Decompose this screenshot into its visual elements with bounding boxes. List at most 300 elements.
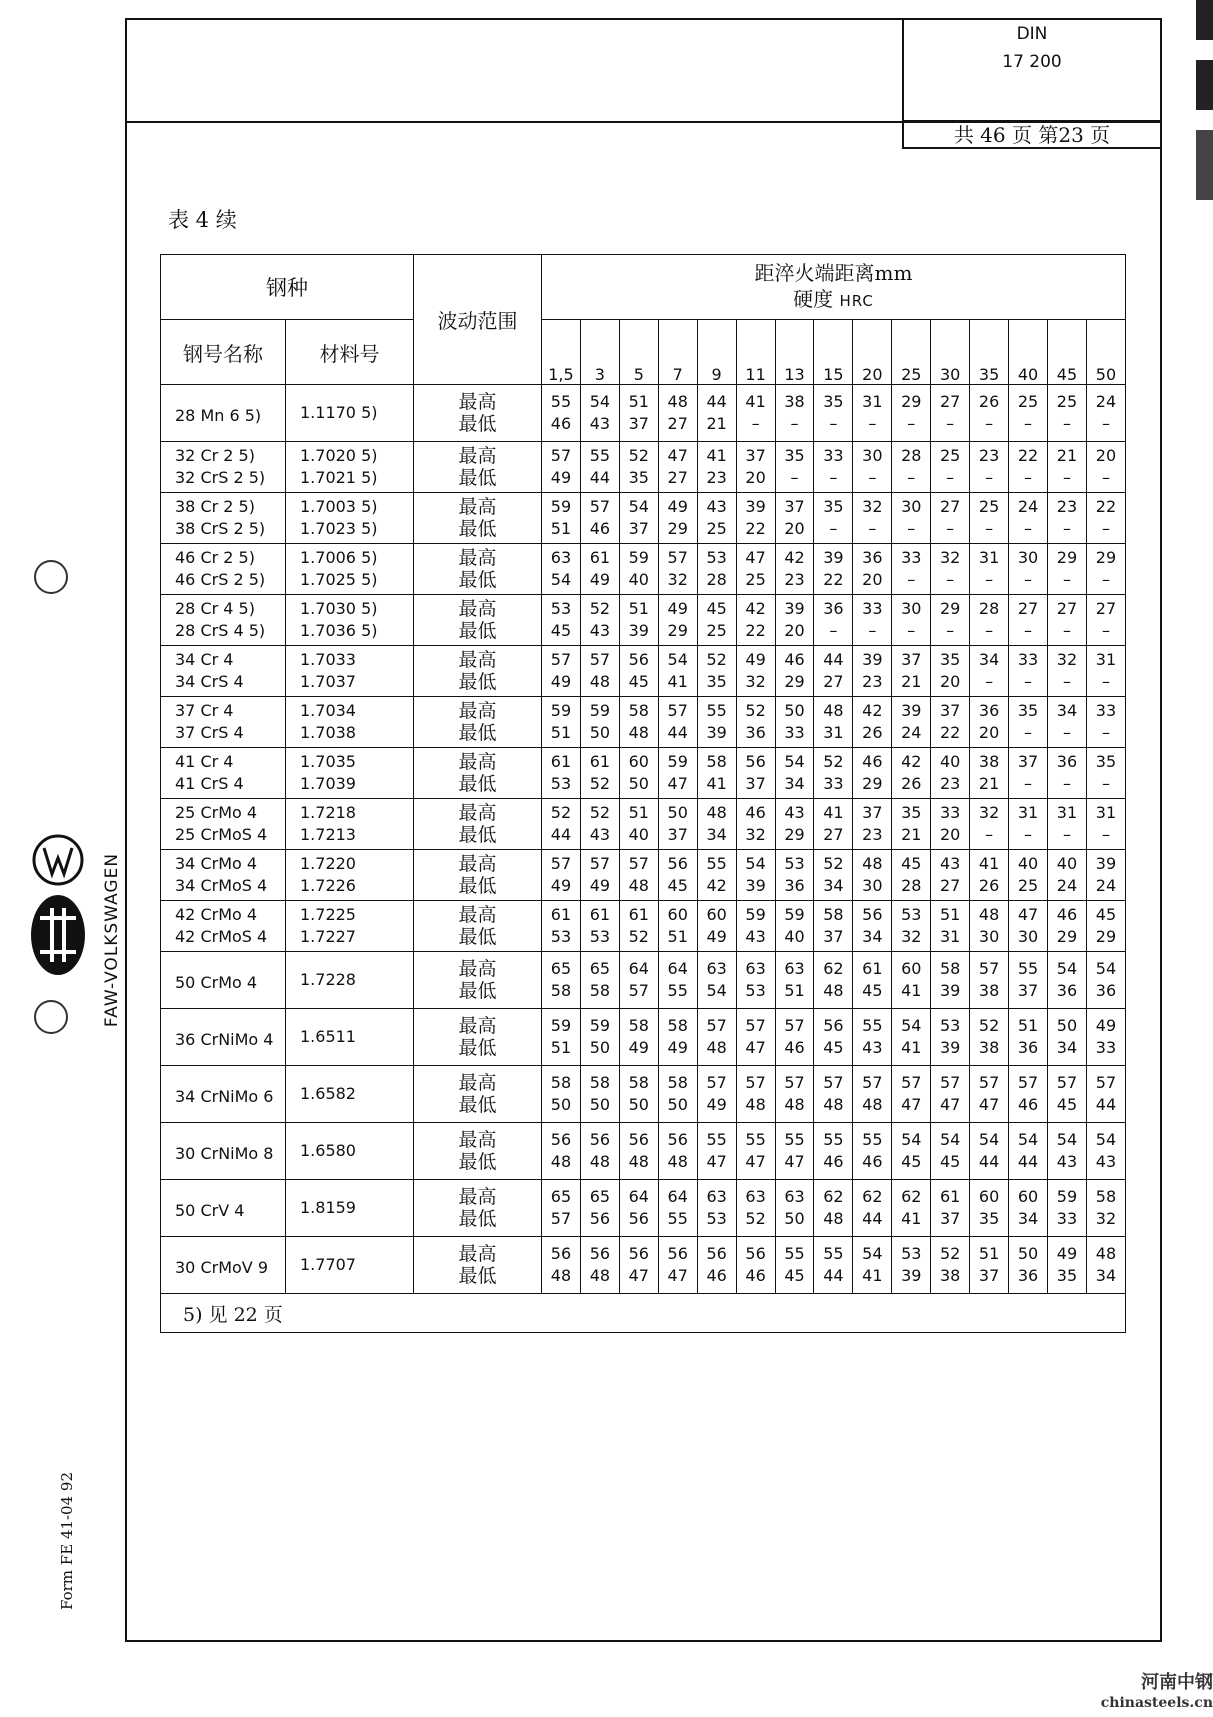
hardness-max: 33 — [1017, 650, 1039, 669]
hardness-max: 62 — [823, 1187, 844, 1206]
hardness-max: 62 — [823, 959, 844, 978]
hardness-max: 57 — [589, 854, 611, 873]
hardness-max: 30 — [901, 599, 922, 618]
hardness-cell — [1086, 544, 1125, 595]
hardness-cell — [775, 1180, 814, 1237]
hardness-min: 44 — [550, 825, 572, 844]
hardness-max: 64 — [628, 959, 649, 978]
material-number: 1.7707 — [300, 1255, 356, 1274]
hardness-cell — [853, 646, 892, 697]
steel-name-cell — [161, 799, 286, 850]
hardness-max: 31 — [1095, 803, 1117, 822]
hardness-min: 58 — [589, 981, 611, 1000]
hardness-min: – — [1062, 468, 1071, 487]
hardness-max: 56 — [823, 1016, 844, 1035]
hardness-min: 41 — [862, 1266, 883, 1285]
hardness-min: 30 — [978, 927, 1000, 946]
hardness-cell — [619, 1180, 658, 1237]
hardness-min: 50 — [589, 1038, 611, 1057]
hardness-max: 48 — [667, 392, 688, 411]
watermark-line1: 河南中钢 — [1141, 1672, 1213, 1693]
hardness-max: 37 — [862, 803, 883, 822]
hardness-max: 36 — [823, 599, 844, 618]
hardness-max: 57 — [706, 1073, 727, 1092]
hardness-min: 43 — [745, 927, 766, 946]
hardness-min: 20 — [745, 468, 766, 487]
hardness-max: 53 — [901, 1244, 922, 1263]
hardness-max: 41 — [706, 446, 727, 465]
hardness-min: 22 — [745, 621, 766, 640]
hardness-min: 25 — [1017, 876, 1039, 895]
hardness-max: 43 — [940, 854, 961, 873]
hardness-min: 55 — [667, 1209, 688, 1228]
range-cell — [414, 646, 542, 697]
hardness-cell — [1009, 1180, 1048, 1237]
hardness-cell — [697, 901, 736, 952]
hardness-min: 45 — [823, 1038, 844, 1057]
steel-name-cell — [161, 1009, 286, 1066]
hardness-min: – — [1101, 570, 1110, 589]
hardness-max: 64 — [667, 1187, 688, 1206]
hardness-max: 30 — [901, 497, 922, 516]
range-min-label: 最低 — [458, 518, 497, 540]
hardness-cell — [1086, 1066, 1125, 1123]
distance-col-header: 40 — [1009, 320, 1048, 385]
hardness-max: 38 — [978, 752, 1000, 771]
material-number: 1.7225 — [300, 905, 356, 924]
range-max-label: 最高 — [458, 1015, 497, 1037]
hardness-min: 34 — [1095, 1266, 1117, 1285]
steel-name: 50 CrV 4 — [175, 1201, 245, 1220]
hardness-max: 62 — [862, 1187, 883, 1206]
hardness-min: 37 — [745, 774, 766, 793]
hardness-max: 59 — [550, 497, 572, 516]
range-max-label: 最高 — [458, 958, 497, 980]
hardness-cell — [658, 952, 697, 1009]
hardness-min: 23 — [940, 774, 961, 793]
hardness-cell — [658, 544, 697, 595]
material-number: 1.7034 — [300, 701, 356, 720]
hardness-max: 54 — [1056, 1130, 1078, 1149]
hardness-min: – — [985, 672, 994, 691]
hardness-max: 46 — [784, 650, 805, 669]
hardness-cell — [619, 385, 658, 442]
material-number: 1.7218 — [300, 803, 356, 822]
hardness-min: 48 — [823, 981, 844, 1000]
range-max-label: 最高 — [458, 445, 497, 467]
hardness-min: 20 — [940, 672, 961, 691]
din-label: DIN — [1016, 24, 1048, 44]
hardness-max: 36 — [978, 701, 1000, 720]
hardness-cell — [970, 1123, 1009, 1180]
hardness-max: 39 — [784, 599, 805, 618]
hardness-min: – — [751, 414, 760, 433]
hardness-min: 30 — [862, 876, 883, 895]
hardness-min: 45 — [940, 1152, 961, 1171]
hardness-cell — [970, 952, 1009, 1009]
distance-col-header: 25 — [892, 320, 931, 385]
hardness-cell — [658, 493, 697, 544]
hardness-min: 49 — [706, 1095, 727, 1114]
hardness-cell — [931, 697, 970, 748]
hardness-cell — [736, 697, 775, 748]
hardness-cell — [619, 901, 658, 952]
table-row — [161, 493, 1126, 544]
material-number: 1.7036 5) — [300, 621, 378, 640]
hardness-min: 23 — [706, 468, 727, 487]
range-cell — [414, 901, 542, 952]
hardness-max: 63 — [784, 959, 805, 978]
hardness-max: 59 — [589, 1016, 611, 1035]
hardness-max: 31 — [1056, 803, 1078, 822]
hardness-cell — [542, 442, 581, 493]
din-number: 17 200 — [1002, 52, 1062, 72]
steel-name: 37 CrS 4 — [175, 723, 244, 742]
hardness-cell — [697, 697, 736, 748]
hardness-cell — [1047, 901, 1086, 952]
hardness-cell — [775, 1009, 814, 1066]
hardness-max: 59 — [667, 752, 688, 771]
hardness-max: 46 — [1056, 905, 1078, 924]
hardness-max: 56 — [862, 905, 883, 924]
hardness-max: 31 — [862, 392, 883, 411]
hardness-cell — [1086, 952, 1125, 1009]
steel-name: 36 CrNiMo 4 — [175, 1030, 274, 1049]
hardness-cell — [736, 748, 775, 799]
hardness-min: – — [1062, 825, 1071, 844]
hardness-cell — [580, 493, 619, 544]
steel-name-cell — [161, 1066, 286, 1123]
hardness-max: 40 — [940, 752, 961, 771]
hardness-min: – — [907, 519, 916, 538]
hardness-min: 25 — [745, 570, 766, 589]
hardness-cell — [1009, 1123, 1048, 1180]
hardness-max: 56 — [667, 854, 688, 873]
hardness-min: – — [1101, 468, 1110, 487]
hardness-max: 44 — [823, 650, 844, 669]
hardness-max: 58 — [1095, 1187, 1117, 1206]
hardness-max: 57 — [823, 1073, 844, 1092]
hardness-max: 55 — [1017, 959, 1039, 978]
hardness-min: 20 — [862, 570, 883, 589]
hardness-min: 32 — [745, 672, 766, 691]
hardness-max: 57 — [745, 1073, 766, 1092]
hardness-min: 50 — [589, 723, 611, 742]
hardness-min: 48 — [784, 1095, 805, 1114]
footnote: 5) 见 22 页 — [161, 1294, 1126, 1333]
steel-name-cell — [161, 1180, 286, 1237]
hardness-min: 52 — [589, 774, 611, 793]
material-header: 材料号 — [286, 320, 414, 385]
hardness-cell — [580, 1009, 619, 1066]
hardness-cell — [658, 901, 697, 952]
hardness-cell — [1047, 1123, 1086, 1180]
material-number-cell — [286, 697, 414, 748]
table-row — [161, 952, 1126, 1009]
hardness-cell — [658, 385, 697, 442]
hardness-min: 20 — [978, 723, 1000, 742]
hardness-min: 23 — [862, 825, 883, 844]
hardness-max: 53 — [706, 548, 727, 567]
hardness-cell — [970, 1237, 1009, 1294]
hardness-min: 41 — [667, 672, 688, 691]
material-number-cell — [286, 952, 414, 1009]
hardness-max: 49 — [745, 650, 766, 669]
form-number: Form FE 41-04 92 — [58, 1471, 76, 1610]
hardness-max: 37 — [784, 497, 805, 516]
hardness-cell — [814, 646, 853, 697]
hardness-cell — [1047, 850, 1086, 901]
hardness-min: – — [1062, 519, 1071, 538]
table-row — [161, 544, 1126, 595]
range-cell — [414, 493, 542, 544]
hardness-min: – — [1024, 414, 1033, 433]
steel-name: 32 Cr 2 5) — [175, 446, 255, 465]
hardness-max: 58 — [706, 752, 727, 771]
hardness-min: 46 — [589, 519, 611, 538]
hardness-min: 29 — [862, 774, 883, 793]
hardness-max: 55 — [589, 446, 611, 465]
hardness-cell — [970, 1009, 1009, 1066]
hardness-cell — [931, 1123, 970, 1180]
range-min-label: 最低 — [458, 824, 497, 846]
table-row — [161, 385, 1126, 442]
hardness-min: 48 — [667, 1152, 688, 1171]
hardness-cell — [814, 493, 853, 544]
steel-name-cell — [161, 544, 286, 595]
hardness-max: 60 — [978, 1187, 1000, 1206]
hardness-cell — [658, 799, 697, 850]
hardness-cell — [892, 952, 931, 1009]
hardness-max: 24 — [1017, 497, 1039, 516]
hardness-min: 42 — [706, 876, 727, 895]
hardness-cell — [1047, 1066, 1086, 1123]
hardness-min: 43 — [589, 825, 611, 844]
hardness-min: 36 — [1017, 1038, 1039, 1057]
hardness-max: 51 — [628, 392, 649, 411]
hardness-min: – — [946, 621, 955, 640]
hardness-cell — [1009, 952, 1048, 1009]
hardness-min: 47 — [628, 1266, 649, 1285]
hardness-max: 48 — [1095, 1244, 1117, 1263]
hardness-max: 56 — [628, 1244, 649, 1263]
hardness-cell — [658, 1066, 697, 1123]
hardness-max: 55 — [862, 1130, 883, 1149]
hardness-max: 39 — [862, 650, 883, 669]
hardness-max: 58 — [823, 905, 844, 924]
hardness-max: 51 — [940, 905, 961, 924]
range-max-label: 最高 — [458, 1129, 497, 1151]
steel-name: 28 CrS 4 5) — [175, 621, 266, 640]
hardness-min: – — [985, 519, 994, 538]
table-row — [161, 1123, 1126, 1180]
hardness-cell — [1047, 1237, 1086, 1294]
hardness-max: 57 — [589, 650, 611, 669]
hardness-min: 41 — [901, 1038, 922, 1057]
hardness-cell — [542, 748, 581, 799]
steel-name: 34 CrNiMo 6 — [175, 1087, 274, 1106]
hardness-max: 63 — [706, 1187, 727, 1206]
hardness-max: 57 — [901, 1073, 922, 1092]
watermark-line2: chinasteels.cn — [1100, 1695, 1213, 1711]
hardness-cell — [736, 385, 775, 442]
distance-col-header: 1,5 — [542, 320, 581, 385]
hardness-min: 49 — [550, 468, 572, 487]
hardness-cell — [892, 850, 931, 901]
hardness-min: 31 — [940, 927, 961, 946]
hardness-cell — [658, 1123, 697, 1180]
hardness-cell — [775, 595, 814, 646]
hardness-cell — [1047, 385, 1086, 442]
hardness-max: 54 — [1095, 1130, 1117, 1149]
hardness-cell — [853, 952, 892, 1009]
hardness-min: 33 — [1095, 1038, 1117, 1057]
hardness-min: 44 — [667, 723, 688, 742]
hardness-max: 59 — [550, 1016, 572, 1035]
hardness-max: 33 — [823, 446, 844, 465]
steel-name: 42 CrMo 4 — [175, 905, 258, 924]
hardness-max: 52 — [550, 803, 572, 822]
hardness-cell — [775, 442, 814, 493]
steel-name: 50 CrMo 4 — [175, 973, 258, 992]
range-max-label: 最高 — [458, 904, 497, 926]
hardness-max: 61 — [940, 1187, 961, 1206]
steel-name-cell — [161, 850, 286, 901]
hardness-max: 57 — [1095, 1073, 1117, 1092]
hardness-min: 49 — [589, 876, 611, 895]
hardness-min: 47 — [940, 1095, 961, 1114]
hardness-min: 44 — [978, 1152, 1000, 1171]
hardness-cell — [853, 748, 892, 799]
range-min-label: 最低 — [458, 722, 497, 744]
hardness-max: 56 — [589, 1130, 611, 1149]
hardness-cell — [542, 697, 581, 748]
hardness-cell — [1009, 646, 1048, 697]
hardness-cell — [892, 1180, 931, 1237]
hardness-min: 21 — [901, 672, 922, 691]
hardness-max: 44 — [706, 392, 727, 411]
range-min-label: 最低 — [458, 1094, 497, 1116]
hardness-min: 44 — [823, 1266, 844, 1285]
material-number: 1.7226 — [300, 876, 356, 895]
material-number-cell — [286, 442, 414, 493]
steel-name: 25 CrMoS 4 — [175, 825, 268, 844]
distance-header-text: 距淬火端距离mm — [754, 261, 913, 285]
hardness-cell — [736, 1066, 775, 1123]
material-number: 1.7003 5) — [300, 497, 378, 516]
hardness-cell — [542, 544, 581, 595]
range-min-label: 最低 — [458, 1265, 497, 1287]
distance-header — [542, 255, 1126, 320]
hardness-min: 39 — [940, 981, 961, 1000]
table-row — [161, 595, 1126, 646]
hardness-max: 65 — [550, 959, 572, 978]
brand-text: FAW-VOLKSWAGEN — [102, 852, 123, 1028]
hardness-max: 39 — [745, 497, 766, 516]
hardness-cell — [931, 1237, 970, 1294]
hardness-min: – — [1024, 519, 1033, 538]
hardness-min: 27 — [667, 468, 688, 487]
material-number: 1.7025 5) — [300, 570, 378, 589]
hardness-cell — [931, 799, 970, 850]
distance-col-header: 3 — [580, 320, 619, 385]
range-max-label: 最高 — [458, 1243, 497, 1265]
material-number: 1.7220 — [300, 854, 356, 873]
hardness-max: 37 — [1017, 752, 1039, 771]
hardness-cell — [542, 493, 581, 544]
material-number-cell — [286, 901, 414, 952]
hardness-min: 23 — [784, 570, 805, 589]
hardness-max: 23 — [1056, 497, 1078, 516]
hardness-cell — [580, 952, 619, 1009]
hardness-cell — [775, 1237, 814, 1294]
hardness-max: 36 — [862, 548, 883, 567]
hardness-max: 55 — [706, 701, 727, 720]
hardness-cell — [736, 544, 775, 595]
material-number-cell — [286, 1009, 414, 1066]
steel-name: 41 Cr 4 — [175, 752, 234, 771]
steel-name: 42 CrMoS 4 — [175, 927, 268, 946]
hardness-min: 24 — [1095, 876, 1117, 895]
hardness-cell — [1047, 442, 1086, 493]
hardness-max: 57 — [940, 1073, 961, 1092]
hardness-max: 35 — [784, 446, 805, 465]
hardness-min: 39 — [745, 876, 766, 895]
hardness-cell — [542, 1237, 581, 1294]
hardness-max: 32 — [978, 803, 1000, 822]
table-row — [161, 1180, 1126, 1237]
hardness-cell — [853, 595, 892, 646]
steel-name-cell — [161, 385, 286, 442]
hardness-cell — [619, 697, 658, 748]
hardness-min: 24 — [901, 723, 922, 742]
hardness-min: 43 — [1056, 1152, 1078, 1171]
hardness-min: 23 — [862, 672, 883, 691]
hardness-cell — [853, 442, 892, 493]
hardness-max: 56 — [589, 1244, 611, 1263]
hardness-min: 21 — [706, 414, 727, 433]
hardness-cell — [814, 748, 853, 799]
range-min-label: 最低 — [458, 1037, 497, 1059]
hardness-cell — [853, 544, 892, 595]
hardness-max: 61 — [550, 752, 572, 771]
hardness-cell — [814, 952, 853, 1009]
hardness-max: 58 — [628, 1073, 649, 1092]
range-cell — [414, 1123, 542, 1180]
hardness-min: 35 — [628, 468, 649, 487]
hardness-min: 40 — [784, 927, 805, 946]
hardness-max: 58 — [550, 1073, 572, 1092]
hardness-max: 48 — [978, 905, 1000, 924]
hardness-min: 46 — [550, 414, 572, 433]
hardness-min: – — [868, 519, 877, 538]
hardness-max: 35 — [940, 650, 961, 669]
hardness-max: 59 — [745, 905, 766, 924]
hardness-cell — [931, 1009, 970, 1066]
hardness-max: 29 — [940, 599, 961, 618]
din-box — [902, 18, 1160, 149]
range-max-label: 最高 — [458, 700, 497, 722]
hardness-min: 47 — [784, 1152, 805, 1171]
hardness-min: – — [868, 414, 877, 433]
hardness-max: 27 — [1017, 599, 1039, 618]
hardness-min: – — [1024, 570, 1033, 589]
range-min-label: 最低 — [458, 980, 497, 1002]
hardness-min: 33 — [784, 723, 805, 742]
hardness-max: 61 — [589, 548, 611, 567]
hardness-cell — [931, 901, 970, 952]
hardness-min: 52 — [628, 927, 649, 946]
